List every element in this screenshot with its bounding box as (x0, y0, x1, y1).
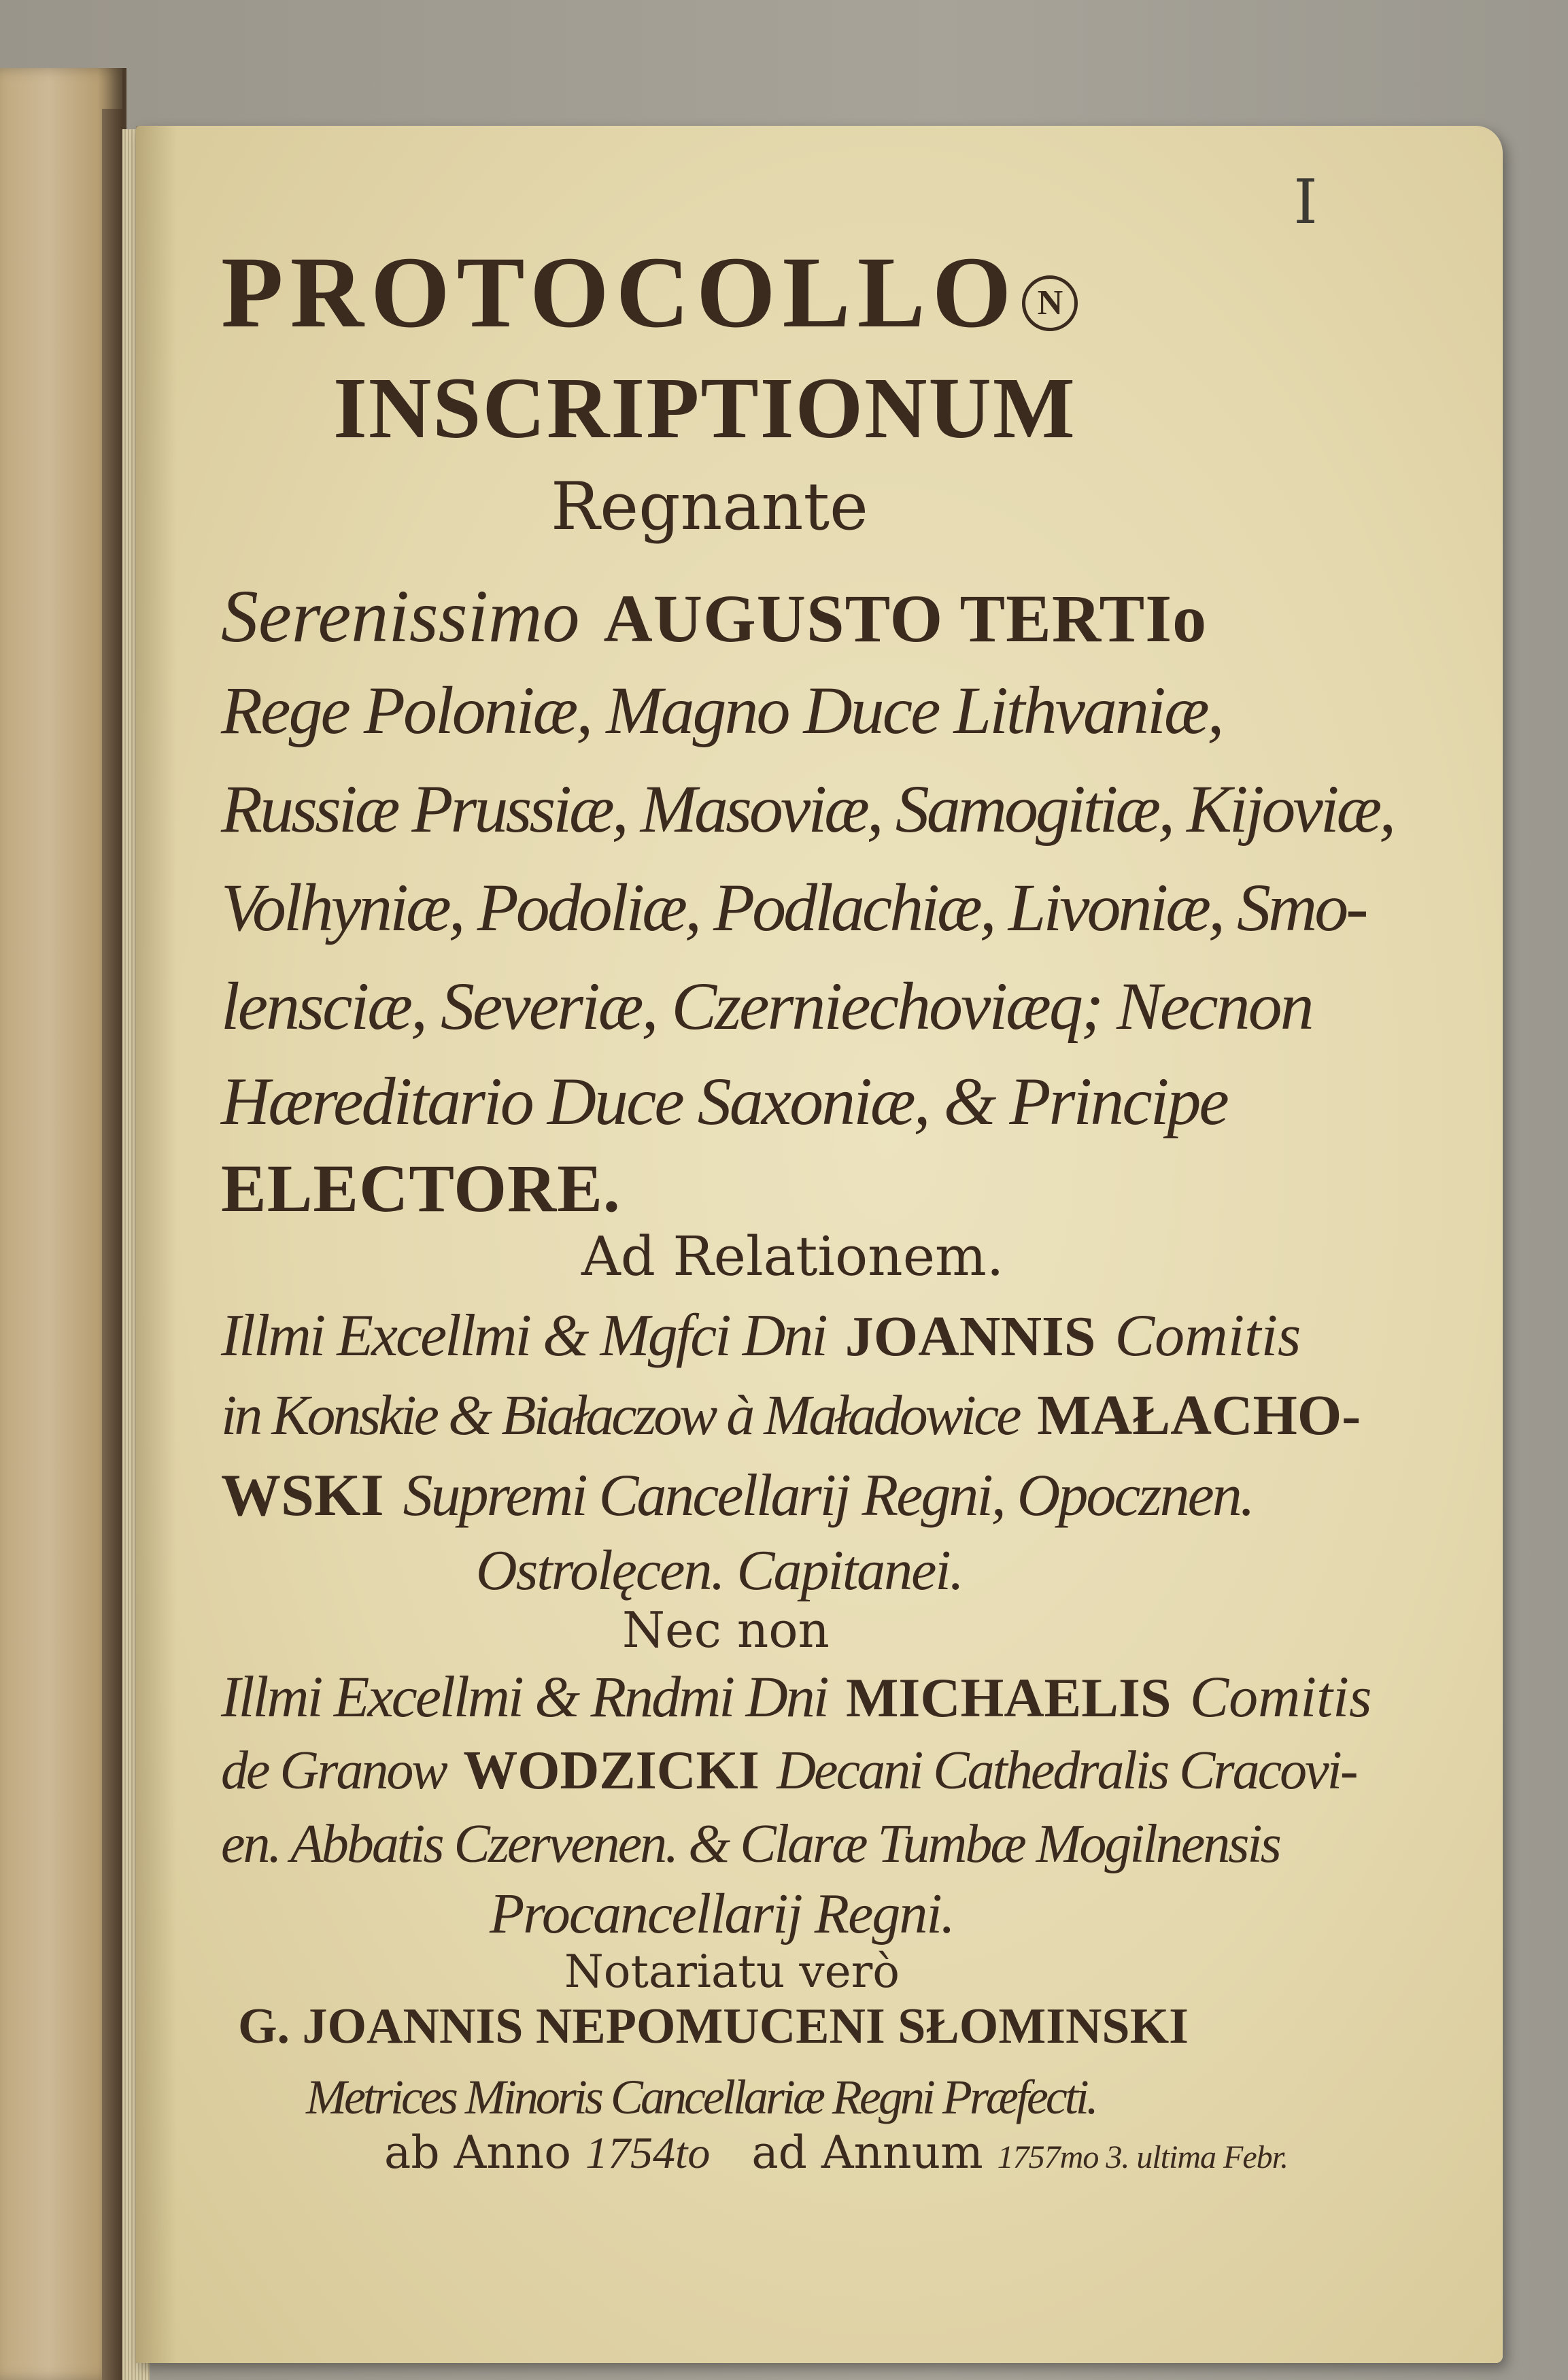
relation-line-4: Ostrolęcen. Capitanei. (476, 1539, 963, 1602)
second-line-3: en. Abbatis Czervenen. & Claræ Tumbæ Mogilnensis (221, 1814, 1280, 1874)
relation-joannis: JOANNIS (845, 1305, 1096, 1368)
monarch-line-1 (221, 571, 1207, 663)
second-line-4: Procancellarij Regni. (490, 1882, 954, 1945)
serenissimo: Serenissimo (221, 575, 580, 658)
title-protocollo: PROTOCOLLO (221, 236, 1019, 349)
ad-relationem: Ad Relationem. (581, 1225, 1004, 1288)
ab-anno: ab Anno (384, 2126, 571, 2179)
second-granow: de Granow (221, 1741, 446, 1801)
second-comitis: Comitis (1189, 1664, 1372, 1729)
second-line-2 (221, 1737, 1356, 1803)
relation-comitis: Comitis (1114, 1303, 1301, 1369)
second-decani: Decani Cathedralis Cracovi- (777, 1741, 1357, 1801)
augusto-tertio: AUGUSTO TERTIo (603, 581, 1208, 656)
second-line-1 (221, 1663, 1371, 1732)
notary-name: G. JOANNIS NEPOMUCENI SŁOMINSKI (238, 1999, 1189, 2054)
relation-line-1 (221, 1299, 1301, 1372)
ad-annum: ad Annum (751, 2126, 983, 2179)
second-wodzicki: WODZICKI (463, 1741, 760, 1801)
to-year: 1757mo 3. ultima Febr. (997, 2139, 1288, 2175)
monarch-line-4: Volhyniæ, Podoliæ, Podlachiæ, Livoniæ, Smo- (221, 870, 1366, 945)
nec-non: Nec non (622, 1601, 830, 1659)
folio-number: I (1293, 167, 1318, 238)
notary-dates (384, 2125, 1288, 2186)
relation-line-2 (221, 1380, 1361, 1450)
monarch-line-2: Rege Poloniæ, Magno Duce Lithvaniæ, (221, 673, 1223, 748)
notary-office: Metrices Minoris Cancellariæ Regni Præfecti. (306, 2070, 1096, 2124)
relation-office: Supremi Cancellarij Regni, Opocznen. (403, 1463, 1253, 1529)
from-year: 1754to (585, 2128, 711, 2178)
notariatu-vero: Notariatu verò (564, 1945, 900, 1998)
title-line-1 (221, 235, 1078, 350)
page-gutter-shadow (136, 126, 177, 2363)
relation-line-3 (221, 1459, 1253, 1531)
monarch-line-6: Hæreditario Duce Saxoniæ, & Principe (221, 1064, 1227, 1139)
monarch-line-5: lensciæ, Severiæ, Czerniechoviæq; Necnon (221, 968, 1312, 1044)
elector: ELECTORE. (221, 1151, 621, 1226)
relation-malachowski-b: WSKI (221, 1463, 384, 1529)
title-line-3: Regnante (551, 469, 868, 545)
relation-malachowski-a: MAŁACHO- (1037, 1384, 1361, 1447)
monarch-line-3: Russiæ Prussiæ, Masoviæ, Samogitiæ, Kijoviæ, (221, 771, 1394, 847)
second-michaelis: MICHAELIS (846, 1667, 1172, 1729)
relation-titles-1: Illmi Excellmi & Mgfci Dni (221, 1303, 826, 1369)
cover-edge (102, 109, 122, 2380)
title-mark: N (1022, 275, 1078, 331)
relation-places: in Konskie & Białaczow à Maładowice (221, 1384, 1019, 1447)
title-line-2: INSCRIPTIONUM (333, 360, 1076, 456)
second-titles: Illmi Excellmi & Rndmi Dni (221, 1664, 828, 1729)
